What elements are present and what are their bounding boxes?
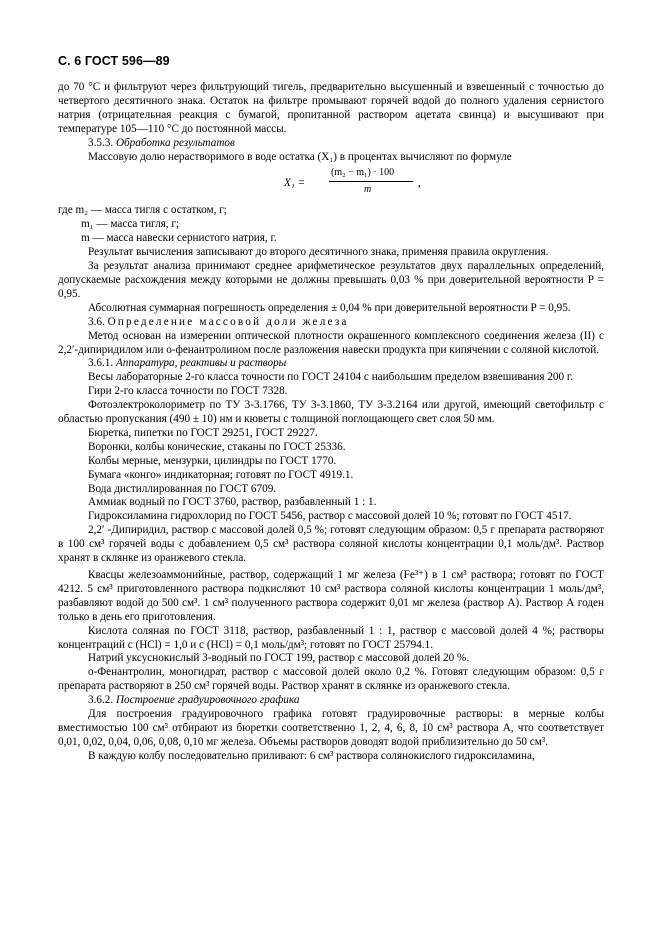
paragraph: Для построения градуировочного графика готовят градуировочные растворы: в мерные колбы вместимостью 100 см³ отбирают из бюретки соответственно 1, 2, 4, 6, 8, 10 см³ раствора А, что соответствует 0,01, 0,02, 0,04, 0,06, 0,08, 0,10 мг железа. Объемы растворов доводят водой приблизительно до 50 см³. — [58, 708, 604, 748]
formula-denominator: m — [364, 184, 372, 196]
paragraph: Гидроксиламина гидрохлорид по ГОСТ 5456, раствор с массовой долей 10 %; готовят по ГОСТ 4517. — [88, 510, 572, 523]
paragraph: Вода дистиллированная по ГОСТ 6709. — [88, 482, 277, 495]
paragraph: 2,2′ -Дипиридил, раствор с массовой долей 0,5 %; готовят следующим образом: 0,5 г препарата растворяют в 100 см³ горячей воды с добавлением 0,5 см³ раствора соляной кислоты концентрации 0,1 моль/дм³. Раствор хранят в склянке из оранжевого стекла. — [58, 524, 604, 565]
paragraph: Аммиак водный по ГОСТ 3760, раствор, разбавленный 1 : 1. — [88, 496, 377, 509]
section-heading-3-6-1: 3.6.1. Аппаратура, реактивы и растворы — [88, 357, 287, 370]
paragraph: до 70 °С и фильтруют через фильтрующий тигель, предварительно высушенный и взвешенный с точностью до четвертого десятичного знака. Остаток на фильтре промывают горячей водой до полного удаления сернистого натрия (отрицательная реакция с бумагой, пропитанной раствором ацетата свинца) и высушивают при температуре 105—110 °С до постоянной массы. — [58, 81, 604, 135]
paragraph: Натрий уксуснокислый 3-водный по ГОСТ 199, раствор с массовой долей 20 %. — [88, 652, 470, 665]
paragraph: Гири 2-го класса точности по ГОСТ 7328. — [88, 385, 288, 398]
paragraph: Массовую долю нерастворимого в воде остатка (X₁) в процентах вычисляют по формуле — [88, 150, 512, 163]
paragraph: Бюретка, пипетки по ГОСТ 29251, ГОСТ 29227. — [88, 426, 318, 439]
legend-item: где m₂ — масса тигля с остатком, г; — [58, 204, 227, 217]
paragraph: Весы лабораторные 2-го класса точности по ГОСТ 24104 с наибольшим пределом взвешивания 200 г. — [88, 371, 574, 384]
paragraph: Колбы мерные, мензурки, цилиндры по ГОСТ 1770. — [88, 454, 337, 467]
formula — [58, 166, 604, 202]
paragraph: Квасцы железоаммонийные, раствор, содержащий 1 мг железа (Fe³⁺) в 1 см³ раствора; готовят по ГОСТ 4212. 5 см³ приготовленного раствора подкисляют 10 см³ раствора соляной кислоты концентрации 1 моль/дм³, разбавляют водой до 500 см³. 1 см³ полученного раствора содержит 0,01 мг железа (раствор А). Раствор А годен только в день его приготовления. — [58, 569, 604, 623]
paragraph: Абсолютная суммарная погрешность определения ± 0,04 % при доверительной вероятности P = 0,95. — [88, 301, 571, 314]
paragraph: Результат вычисления записывают до второго десятичного знака, применяя правила округления. — [88, 246, 549, 259]
variable-legend — [58, 204, 604, 246]
page-header: С. 6 ГОСТ 596—89 — [58, 54, 170, 68]
section-heading-3-6-2: 3.6.2. Построение градуировочного графика — [88, 694, 300, 707]
formula-numerator: (m₂ − m₁) · 100 — [331, 167, 395, 179]
paragraph: о-Фенантролин, моногидрат, раствор с массовой долей около 0,2 %. Готовят следующим образом: 0,5 г препарата растворяют в 250 см³ горячей воды. Раствор хранят в склянке из оранжевого стекла. — [58, 666, 604, 693]
paragraph: Воронки, колбы конические, стаканы по ГОСТ 25336. — [88, 440, 346, 453]
fraction-bar — [329, 181, 413, 182]
paragraph: За результат анализа принимают среднее арифметическое результатов двух параллельных определений, допускаемые расхождения между которыми не должны превышать 0,03 % при доверительной вероятности P = 0,95. — [58, 260, 604, 300]
section-heading-3-6: 3.6. Определение массовой доли железа — [88, 315, 349, 328]
section-heading-3-5-3: 3.5.3. Обработка результатов — [88, 136, 235, 149]
paragraph: В каждую колбу последовательно приливают: 6 см³ раствора солянокислого гидроксиламина, — [88, 749, 535, 762]
legend-item: m₁ — масса тигля, г; — [81, 218, 180, 231]
document-body — [58, 81, 604, 764]
paragraph: Кислота соляная по ГОСТ 3118, раствор, разбавленный 1 : 1, раствор с массовой долей 4 %; растворы концентраций с (HCl) = 1,0 и с (HCl) = 0,1 моль/дм³; готовят по ГОСТ 25794.1. — [58, 624, 604, 651]
paragraph: Фотоэлектроколориметр по ТУ 3-3.1766, ТУ 3-3.1860, ТУ 3-3.2164 или другой, имеющий светофильтр с областью пропускания (490 ± 10) нм и кюветы с толщиной поглощающего свет слоя 50 мм. — [58, 399, 604, 426]
paragraph: Метод основан на измерении оптической плотности окрашенного комплексного соединения железа (II) с 2,2′-дипиридилом или о-фенантролином после разложения навески продукта при кипячении с соляной кислотой. — [58, 329, 604, 356]
paragraph: Бумага «конго» индикаторная; готовят по ГОСТ 4919.1. — [88, 468, 354, 481]
formula-tail: , — [418, 177, 421, 190]
legend-item: m — масса навески сернистого натрия, г. — [81, 232, 277, 245]
formula-lhs: X₁ = — [284, 177, 306, 190]
